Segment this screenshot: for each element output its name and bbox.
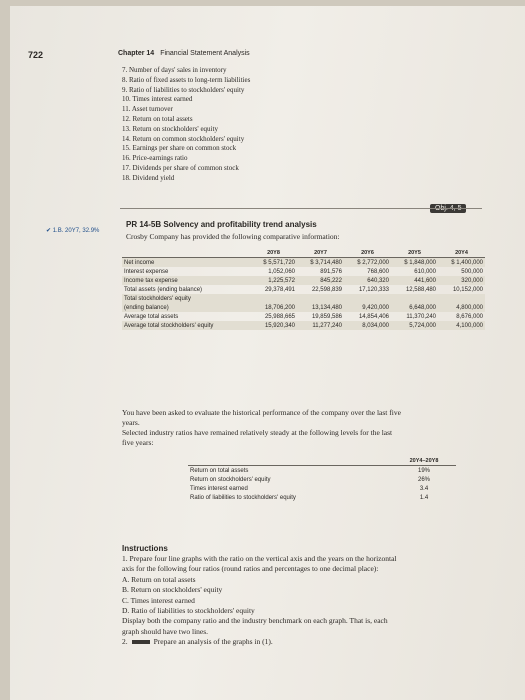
list-item: 18. Dividend yield: [122, 173, 175, 182]
cell-value: 18,706,200: [250, 303, 297, 312]
step-text: Prepare an analysis of the graphs in (1).: [153, 637, 273, 647]
cell-value: 26%: [417, 476, 430, 483]
list-item: 13. Return on stockholders' equity: [122, 124, 218, 133]
table-row: [122, 276, 485, 285]
cell-value: 9,420,000: [344, 303, 391, 312]
list-item: 12. Return on total assets: [122, 114, 193, 123]
column-header: 20Y5: [391, 250, 438, 258]
list-item: 9. Ratio of liabilities to stockholders' equity: [122, 85, 245, 94]
cell-value: [391, 294, 438, 303]
table-header-blank: [122, 250, 250, 258]
arrow-icon: [132, 640, 150, 644]
list-item: 11. Asset turnover: [122, 105, 173, 114]
cell-value: $ 1,848,000: [391, 258, 438, 268]
cell-value: 19%: [417, 467, 430, 474]
step-number: 2.: [122, 637, 128, 647]
column-header: 20Y6: [344, 250, 391, 258]
table-row: [122, 285, 485, 294]
cell-value: 845,222: [297, 276, 344, 285]
cell-value: 768,600: [367, 268, 389, 275]
table-header-blank: [188, 457, 392, 466]
cell-value: 12,588,480: [405, 286, 436, 293]
row-label: Income tax expense: [122, 276, 250, 285]
cell-value: 25,988,665: [264, 313, 295, 320]
cell-value: 15,920,340: [250, 321, 297, 330]
table-row: [188, 493, 456, 502]
cell-value: 29,378,491: [264, 286, 295, 293]
cell-value: 8,676,000: [456, 313, 483, 320]
row-label: Average total assets: [124, 313, 179, 320]
table-row: [188, 475, 456, 484]
table-row: [122, 303, 485, 312]
cell-value: 891,576: [320, 268, 342, 275]
cell-value: 6,648,000: [391, 303, 438, 312]
cell-value: 1,052,060: [268, 268, 295, 275]
problem-title: PR 14-5B Solvency and profitability trend analysis: [126, 220, 317, 229]
row-label: Ratio of liabilities to stockholders' equity: [190, 494, 296, 501]
row-label: (ending balance): [122, 303, 250, 312]
cell-value: 5,724,000: [391, 321, 438, 330]
industry-ratio-table: [188, 457, 456, 502]
cell-value: 17,120,333: [358, 286, 389, 293]
row-label: Total stockholders' equity: [122, 294, 250, 303]
instructions-list: [122, 554, 397, 648]
paragraph-line: five years:: [122, 438, 154, 447]
cell-value: 14,854,406: [358, 313, 389, 320]
instruction-line: B. Return on stockholders' equity: [122, 585, 223, 595]
paragraph-line: years.: [122, 418, 140, 427]
cell-value: 22,598,839: [311, 286, 342, 293]
column-header: 20Y8: [250, 250, 297, 258]
cell-value: $ 5,571,720: [250, 258, 297, 268]
list-item: 17. Dividends per share of common stock: [122, 163, 239, 172]
list-item: 7. Number of days' sales in inventory: [122, 66, 227, 74]
row-label: Total assets (ending balance): [124, 286, 203, 293]
instruction-step-2: [122, 637, 397, 647]
instruction-line: A. Return on total assets: [122, 574, 196, 584]
paragraph-line: You have been asked to evaluate the historical performance of the company over the last five: [122, 408, 401, 417]
table-row: [122, 294, 485, 303]
evaluation-paragraph: [122, 408, 401, 448]
instruction-line: graph should have two lines.: [122, 626, 209, 636]
textbook-page: [10, 6, 525, 700]
table-row: [122, 258, 485, 268]
paragraph-line: Selected industry ratios have remained relatively steady at the following levels for the last: [122, 428, 393, 437]
table-row: [122, 267, 485, 276]
cell-value: 4,100,000: [438, 321, 485, 330]
table-row: [122, 312, 485, 321]
cell-value: 3.4: [419, 485, 429, 492]
list-item: 16. Price-earnings ratio: [122, 154, 188, 163]
chapter-title: Financial Statement Analysis: [160, 50, 250, 57]
row-label: Return on total assets: [190, 467, 249, 474]
list-item: 10. Times interest earned: [122, 95, 193, 104]
instruction-line: 1. Prepare four line graphs with the ratio on the vertical axis and the years on the horizontal: [122, 554, 397, 563]
cell-value: 500,000: [461, 268, 483, 275]
column-header: 20Y4: [438, 250, 485, 258]
cell-value: 640,320: [344, 276, 391, 285]
list-item: 14. Return on common stockholders' equity: [122, 134, 245, 143]
cell-value: 11,277,240: [297, 321, 344, 330]
instruction-line: C. Times interest earned: [122, 595, 195, 605]
list-item: 15. Earnings per share on common stock: [122, 144, 237, 153]
instruction-line: Display both the company ratio and the industry benchmark on each graph. That is, each: [122, 616, 388, 626]
table-row: [188, 466, 456, 476]
cell-value: $ 2,772,000: [344, 258, 391, 268]
cell-value: 8,034,000: [344, 321, 391, 330]
running-header: [118, 50, 250, 57]
page-number: 722: [28, 50, 44, 60]
cell-value: 1.4: [419, 494, 429, 501]
cell-value: [250, 294, 297, 303]
cell-value: [297, 294, 344, 303]
problem-intro: Crosby Company has provided the following comparative information:: [126, 232, 340, 241]
column-header: 20Y4–20Y8: [392, 457, 456, 466]
chapter-label: Chapter 14: [118, 50, 155, 57]
cell-value: [438, 294, 485, 303]
cell-value: [344, 294, 391, 303]
cell-value: 4,800,000: [438, 303, 485, 312]
row-label: Interest expense: [124, 268, 169, 275]
cell-value: 11,370,240: [406, 313, 436, 320]
cell-value: 19,859,586: [311, 313, 342, 320]
cell-value: $ 3,714,480: [297, 258, 344, 268]
table-row: [122, 321, 485, 330]
list-item: 8. Ratio of fixed assets to long-term liabilities: [122, 75, 251, 84]
cell-value: 10,152,000: [452, 286, 483, 293]
instructions-heading: Instructions: [122, 544, 168, 553]
row-label: Average total stockholders' equity: [122, 321, 250, 330]
table-row: [188, 484, 456, 493]
column-header: 20Y7: [297, 250, 344, 258]
cell-value: $ 1,400,000: [438, 258, 485, 268]
row-label: Net income: [122, 258, 250, 268]
comparative-table: [122, 250, 485, 330]
cell-value: 1,225,572: [250, 276, 297, 285]
instruction-line: D. Ratio of liabilities to stockholders' equity: [122, 606, 255, 616]
row-label: Return on stockholders' equity: [190, 476, 271, 483]
row-label: Times interest earned: [190, 485, 248, 492]
cell-value: 610,000: [414, 268, 436, 275]
section-divider: [120, 208, 482, 209]
cell-value: 13,134,480: [297, 303, 344, 312]
ratio-list: [122, 66, 250, 184]
check-figure: ✔ 1.B. 20Y7, 32.9%: [46, 228, 100, 234]
instruction-line: axis for the following four ratios (round ratios and percentages to one decimal place):: [122, 564, 379, 574]
cell-value: 320,000: [438, 276, 485, 285]
cell-value: 441,600: [391, 276, 438, 285]
